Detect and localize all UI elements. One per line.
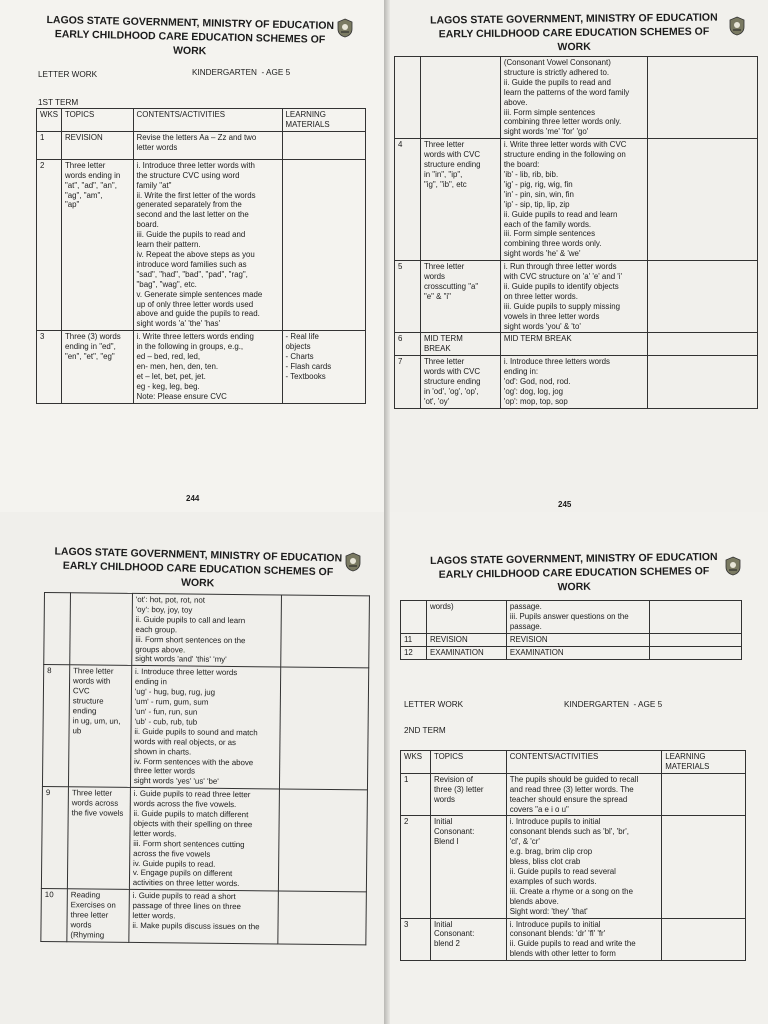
- week-cell: 1: [37, 131, 62, 159]
- header-line-1: LAGOS STATE GOVERNMENT, MINISTRY OF EDUCATION: [54, 545, 343, 565]
- column-header-materials: LEARNING MATERIALS: [662, 751, 746, 774]
- materials-cell: [648, 57, 758, 139]
- lagos-state-crest-icon: [728, 16, 746, 36]
- topic-cell: MID TERM BREAK: [420, 333, 500, 356]
- lagos-state-crest-icon: [344, 552, 362, 572]
- week-cell: 11: [401, 633, 427, 646]
- term-label: 2ND TERM: [404, 726, 446, 735]
- table-row: [401, 633, 742, 646]
- topic-cell: [420, 57, 500, 139]
- topic-cell: Three letter words ending in "at", "ad", "an", "ag", "am", "ap": [61, 159, 133, 330]
- lagos-state-crest-icon: [724, 556, 742, 576]
- table-row: [395, 333, 758, 356]
- week-cell: 1: [401, 773, 431, 816]
- header-line-2: EARLY CHILDHOOD CARE EDUCATION SCHEMES OF WORK: [438, 25, 710, 54]
- content-cell: i. Introduce pupils to initial consonant blends: 'dr' 'fl' 'fr' ii. Guide pupils to read and write the blends with other letter to form: [506, 918, 662, 961]
- week-cell: [401, 601, 427, 634]
- table-header-row: [401, 751, 746, 774]
- content-cell: The pupils should be guided to recall and read three (3) letter words. The teacher should ensure the spread covers "a e i o u": [506, 773, 662, 816]
- content-cell: i. Guide pupils to read a short passage of three lines on three letter words. ii. Make pupils discuss issues on the: [129, 890, 279, 944]
- table-row: [401, 646, 742, 659]
- topic-cell: Three letter words across the five vowels: [67, 787, 130, 890]
- table-row: [37, 159, 366, 330]
- topic-cell: words): [426, 601, 506, 634]
- header-line-1: LAGOS STATE GOVERNMENT, MINISTRY OF EDUCATION: [430, 11, 718, 27]
- materials-cell: [648, 356, 758, 409]
- page-header: [40, 13, 341, 61]
- week-cell: [395, 57, 421, 139]
- week-cell: 7: [395, 356, 421, 409]
- table-row: [41, 787, 367, 892]
- column-header-wks: WKS: [37, 109, 62, 132]
- week-cell: 10: [41, 889, 68, 942]
- subject-label: LETTER WORK: [38, 70, 98, 79]
- materials-cell: [648, 333, 758, 356]
- scheme-table-term1: [36, 108, 366, 404]
- header-line-2: EARLY CHILDHOOD CARE EDUCATION SCHEMES OF WORK: [62, 559, 334, 590]
- page-header: [424, 10, 724, 55]
- week-cell: [44, 593, 71, 666]
- materials-cell: [281, 595, 369, 668]
- table-row: [395, 139, 758, 261]
- week-cell: 3: [401, 918, 431, 961]
- column-header-materials: LEARNING MATERIALS: [282, 109, 365, 132]
- header-line-1: LAGOS STATE GOVERNMENT, MINISTRY OF EDUCATION: [46, 13, 335, 33]
- content-cell: EXAMINATION: [506, 646, 650, 659]
- column-header-wks: WKS: [401, 751, 431, 774]
- topic-cell: [70, 593, 133, 666]
- materials-cell: [282, 131, 365, 159]
- content-cell: i. Run through three letter words with CVC structure on 'a' 'e' and 'i' ii. Guide pupils to identify objects on three letter words. iii. Guide pupils to supply missing vowels in three letter words sight words 'you' & 'to': [500, 261, 648, 333]
- header-line-1: LAGOS STATE GOVERNMENT, MINISTRY OF EDUCATION: [429, 550, 718, 568]
- content-cell: 'ot': hot, pot, rot, not 'oy': boy, joy, toy ii. Guide pupils to call and learn each group. iii. Form short sentences on the groups above. sight words 'and' 'this' 'my': [132, 593, 282, 667]
- column-header-topics: TOPICS: [61, 109, 133, 132]
- topic-cell: Three letter words with CVC structure ending in "in", "ip", "ig", "ib", etc: [420, 139, 500, 261]
- table-row: [41, 889, 367, 945]
- table-row: [395, 57, 758, 139]
- table-row: [395, 356, 758, 409]
- table-row: [42, 665, 368, 790]
- content-cell: i. Write three letter words with CVC structure ending in the following on the board: 'ib' - lib, rib, bib. 'ig' - pig, rig, wig, fin 'in' - pin, sin, win, fin 'ip' - sip, tip, lip, zip ii. Guide pupils to read and learn each of the family words. iii. Form simple sentences combining three words only. sight words 'he' & 'we': [500, 139, 648, 261]
- materials-cell: [648, 261, 758, 333]
- topic-cell: Three letter words with CVC structure ending in 'od', 'og', 'op', 'ot', 'oy': [420, 356, 500, 409]
- content-cell: i. Write three letters words ending in the following in groups, e.g., ed – bed, red, led, en- men, hen, den, ten. et – let, bet, pet, jet. eg - keg, leg, beg. Note: Please ensure CVC: [133, 331, 282, 403]
- scheme-page-246: [0, 512, 384, 1024]
- class-label: KINDERGARTEN - AGE 5: [192, 68, 291, 77]
- table-header-row: [37, 109, 366, 132]
- content-cell: i. Introduce three letters words ending in: 'od': God, nod, rod. 'og': dog, log, jog 'op': mop, top, sop: [500, 356, 648, 409]
- topic-cell: REVISION: [426, 633, 506, 646]
- content-cell: i. Introduce three letter words with the structure CVC using word family "at" ii. Write the first letter of the words generated separately from the second and the last letter on the board. iii. Guide the pupils to read and learn their pattern. iv. Repeat the above steps as you introduce word families such as "sad", "had", "bad", "pad", "rag", "bag", "wag", etc. v. Generate simple sentences made up of only three letter words used above and guide the pupils to read. sight words 'a' 'the' 'has': [133, 159, 282, 330]
- table-row: [37, 131, 366, 159]
- week-cell: 3: [37, 331, 62, 403]
- content-cell: Revise the letters Aa – Zz and two letter words: [133, 131, 282, 159]
- table-row: [401, 816, 746, 918]
- page-number: 244: [186, 494, 200, 503]
- content-cell: passage. iii. Pupils answer questions on the passage.: [506, 601, 650, 634]
- column-header-contents: CONTENTS/ACTIVITIES: [506, 751, 662, 774]
- materials-cell: [650, 646, 742, 659]
- content-cell: (Consonant Vowel Consonant) structure is strictly adhered to. ii. Guide the pupils to read and learn the patterns of the word family above. iii. Form simple sentences combining three letter words only. sight words 'me' 'for' 'go': [500, 57, 648, 139]
- lagos-state-crest-icon: [336, 18, 354, 38]
- week-cell: 5: [395, 261, 421, 333]
- week-cell: 6: [395, 333, 421, 356]
- materials-cell: [648, 139, 758, 261]
- table-row: [401, 773, 746, 816]
- scheme-page-244: [0, 0, 384, 512]
- topic-cell: EXAMINATION: [426, 646, 506, 659]
- page-header: [48, 544, 349, 593]
- week-cell: 2: [37, 159, 62, 330]
- materials-cell: [662, 816, 746, 918]
- page-gutter: [384, 512, 390, 1024]
- table-row: [44, 593, 370, 669]
- header-line-2: EARLY CHILDHOOD CARE EDUCATION SCHEMES OF WORK: [438, 565, 710, 594]
- term-label: 1ST TERM: [38, 98, 79, 107]
- content-cell: MID TERM BREAK: [500, 333, 648, 356]
- column-header-contents: CONTENTS/ACTIVITIES: [133, 109, 282, 132]
- table-row: [395, 261, 758, 333]
- week-cell: 4: [395, 139, 421, 261]
- topic-cell: Initial Consonant: blend 2: [430, 918, 506, 961]
- topic-cell: Three (3) words ending in "ed", "en", "et", "eg": [61, 331, 133, 403]
- materials-cell: [282, 159, 365, 330]
- topic-cell: Three letter words with CVC structure ending in ug, um, un, ub: [68, 665, 131, 788]
- scheme-table-continued: [40, 592, 370, 945]
- table-row: [401, 601, 742, 634]
- week-cell: 8: [42, 665, 69, 787]
- page-number: 245: [558, 500, 572, 509]
- materials-cell: [279, 789, 368, 892]
- content-cell: REVISION: [506, 633, 650, 646]
- scheme-table-term2: [400, 750, 746, 961]
- topic-cell: REVISION: [61, 131, 133, 159]
- column-header-topics: TOPICS: [430, 751, 506, 774]
- materials-cell: [280, 667, 369, 790]
- scheme-table-end-term1: [400, 600, 742, 660]
- week-cell: 12: [401, 646, 427, 659]
- materials-cell: [650, 601, 742, 634]
- header-line-2: EARLY CHILDHOOD CARE EDUCATION SCHEMES OF WORK: [54, 28, 326, 58]
- content-cell: i. Guide pupils to read three letter words across the five vowels. ii. Guide pupils to match different objects with their spelling on three letter words. iii. Form short sentences cutting across the five vowels iv. Guide pupils to read. v. Engage pupils on different activities on three letter words.: [129, 788, 280, 892]
- topic-cell: Three letter words crosscutting "a" "e" & "i": [420, 261, 500, 333]
- materials-cell: [650, 633, 742, 646]
- scheme-page-245: [384, 0, 768, 512]
- scheme-page-247: [384, 512, 768, 1024]
- page-header: [424, 550, 725, 596]
- topic-cell: Reading Exercises on three letter words (Rhyming: [67, 889, 129, 942]
- materials-cell: [662, 918, 746, 961]
- materials-cell: [278, 891, 366, 944]
- materials-cell: - Real life objects - Charts - Flash cards - Textbooks: [282, 331, 365, 403]
- materials-cell: [662, 773, 746, 816]
- topic-cell: Revision of three (3) letter words: [430, 773, 506, 816]
- week-cell: 9: [41, 787, 68, 889]
- content-cell: i. Introduce three letter words ending in 'ug' - hug, bug, rug, jug 'um' - rum, gum, sum 'un' - fun, run, sun 'ub' - cub, rub, tub ii. Guide pupils to sound and match words with real objects, or as shown in charts. iv. Form sentences with the above three letter words sight words 'yes' 'us' 'be': [130, 666, 281, 789]
- topic-cell: Initial Consonant: Blend I: [430, 816, 506, 918]
- scheme-table-continued: [394, 56, 758, 409]
- table-row: [37, 331, 366, 403]
- page-gutter: [384, 0, 390, 512]
- week-cell: 2: [401, 816, 431, 918]
- subject-label: LETTER WORK: [404, 700, 464, 709]
- class-label: KINDERGARTEN - AGE 5: [564, 700, 663, 709]
- content-cell: i. Introduce pupils to initial consonant blends such as 'bl', 'br', 'cl', & 'cr' e.g. brag, brim clip crop bless, bliss clot crab ii. Guide pupils to read several examples of such words. iii. Create a rhyme or a song on the blends above. Sight word: 'they' 'that': [506, 816, 662, 918]
- table-row: [401, 918, 746, 961]
